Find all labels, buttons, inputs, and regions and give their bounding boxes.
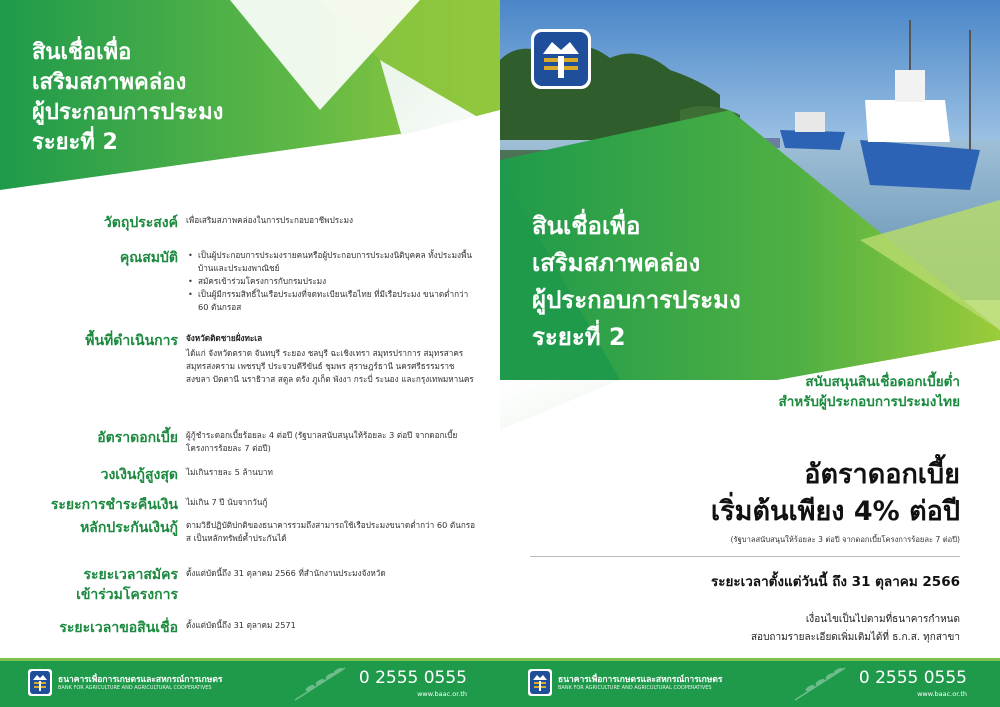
page-title: [32, 38, 223, 158]
condition-note: เงื่อนไขเป็นไปตามที่ธนาคารกำหนด: [805, 614, 960, 625]
bank-name-en: BANK FOR AGRICULTURE AND AGRICULTURAL COOPERATIVES: [58, 685, 212, 691]
wheat-icon: [790, 664, 850, 702]
detail-label: [8, 565, 178, 605]
bank-name-en: BANK FOR AGRICULTURE AND AGRICULTURAL COOPERATIVES: [558, 685, 712, 691]
wheat-icon: [290, 664, 350, 702]
detail-label: วัตถุประสงค์: [103, 215, 178, 231]
contact-note: สอบถามรายละเอียดเพิ่มเติมได้ที่ ธ.ก.ส. ทุกสาขา: [750, 632, 960, 643]
title-line-2: เสริมสภาพคล่อง: [532, 249, 701, 277]
footer-stripe: [0, 658, 500, 661]
detail-value: ตั้งแต่บัดนี้ถึง 31 ตุลาคม 2566 ที่สำนักงานประมงจังหวัด: [186, 568, 386, 578]
detail-label: พื้นที่ดำเนินการ: [85, 333, 178, 349]
label-line-1: ระยะเวลาสมัคร: [83, 567, 178, 583]
divider: [530, 556, 960, 557]
detail-label: ระยะเวลาขอสินเชื่อ: [59, 620, 178, 636]
detail-value: ตั้งแต่บัดนี้ถึง 31 ตุลาคม 2571: [186, 620, 296, 630]
detail-label: อัตราดอกเบี้ย: [97, 430, 178, 446]
title-line-2: เสริมสภาพคล่อง: [32, 70, 187, 95]
area-block: [186, 332, 476, 386]
campaign-period: ระยะเวลาตั้งแต่วันนี้ ถึง 31 ตุลาคม 2566: [710, 574, 960, 590]
phone-number: 0 2555 0555: [358, 668, 467, 688]
footer-bar: [500, 658, 1000, 707]
list-item: • เป็นผู้มีกรรมสิทธิ์ในเรือประมงที่จดทะเบียนเรือไทย ที่มีเรือประมง ขนาดต่ำกว่า 60 ตันกรอส: [186, 288, 476, 314]
list-item: • สมัครเข้าร่วมโครงการกับกรมประมง: [186, 275, 476, 288]
cover-page: [500, 0, 1000, 707]
footer-stripe: [500, 658, 1000, 661]
label-line-2: เข้าร่วมโครงการ: [76, 587, 178, 603]
footer-bar: [0, 658, 500, 707]
bank-name-th: ธนาคารเพื่อการเกษตรและสหกรณ์การเกษตร: [558, 675, 723, 685]
subtitle-line-2: สำหรับผู้ประกอบการประมงไทย: [778, 394, 960, 410]
title-line-4: ระยะที่ 2: [532, 323, 626, 351]
detail-value: ไม่เกินรายละ 5 ล้านบาท: [186, 467, 273, 477]
rate-note: (รัฐบาลสนับสนุนให้ร้อยละ 3 ต่อปี จากดอกเบี้ยโครงการร้อยละ 7 ต่อปี): [730, 535, 960, 544]
detail-label: วงเงินกู้สูงสุด: [100, 467, 178, 483]
subtitle-line-1: สนับสนุนสินเชื่อดอกเบี้ยต่ำ: [805, 374, 960, 390]
bank-name-th: ธนาคารเพื่อการเกษตรและสหกรณ์การเกษตร: [58, 675, 223, 685]
title-line-3: ผู้ประกอบการประมง: [532, 286, 741, 314]
cover-title: [532, 208, 741, 356]
cover-subtitle: [778, 372, 960, 412]
website: www.baac.or.th: [417, 690, 467, 698]
detail-value: ตามวิธีปฏิบัติปกติของธนาคารรวมถึงสามารถใช้เรือประมงขนาดต่ำกว่า 60 ตันกรอส เป็นหลักทรัพย์ค้ำประกันได้: [186, 520, 476, 543]
area-subhead: จังหวัดติดชายฝั่งทะเล: [186, 333, 263, 343]
baac-logo-icon: [28, 669, 52, 696]
detail-label: หลักประกันเงินกู้: [80, 520, 178, 536]
detail-label: ระยะการชำระคืนเงิน: [50, 497, 178, 513]
detail-label: คุณสมบัติ: [119, 250, 178, 266]
title-line-4: ระยะที่ 2: [32, 130, 118, 155]
title-line-1: สินเชื่อเพื่อ: [32, 40, 132, 65]
title-line-1: สินเชื่อเพื่อ: [532, 212, 641, 240]
list-item: • เป็นผู้ประกอบการประมงรายคนหรือผู้ประกอบการประมงนิติบุคคล ทั้งประมงพื้นบ้านและประมงพาณิชย์: [186, 249, 476, 275]
rate-heading: อัตราดอกเบี้ย: [804, 459, 960, 490]
baac-logo-icon: [528, 669, 552, 696]
detail-value: ได้แก่ จังหวัดตราด จันทบุรี ระยอง ชลบุรี ฉะเชิงเทรา สมุทรปราการ สมุทรสาคร สมุทรสงคราม เพชรบุรี ประจวบคีรีขันธ์ ชุมพร สุราษฎร์ธานี นครศรีธรรมราช สงขลา ปัตตานี นราธิวาส สตูล ตรัง ภูเก็ต พังงา กระบี่ ระนอง และกรุงเทพมหานคร: [186, 348, 474, 384]
rate-highlight: เริ่มต้นเพียง 4% ต่อปี: [710, 496, 960, 527]
phone-number: 0 2555 0555: [858, 668, 967, 688]
detail-value: ผู้กู้ชำระดอกเบี้ยร้อยละ 4 ต่อปี (รัฐบาลสนับสนุนให้ร้อยละ 3 ต่อปี จากดอกเบี้ยโครงการร้อยละ 7 ต่อปี): [186, 430, 458, 453]
detail-value: เพื่อเสริมสภาพคล่องในการประกอบอาชีพประมง: [186, 215, 353, 225]
detail-value: ไม่เกิน 7 ปี นับจากวันกู้: [186, 497, 268, 507]
website: www.baac.or.th: [917, 690, 967, 698]
baac-logo-icon: [530, 28, 592, 90]
qualification-list: [186, 249, 476, 314]
title-line-3: ผู้ประกอบการประมง: [32, 100, 224, 125]
